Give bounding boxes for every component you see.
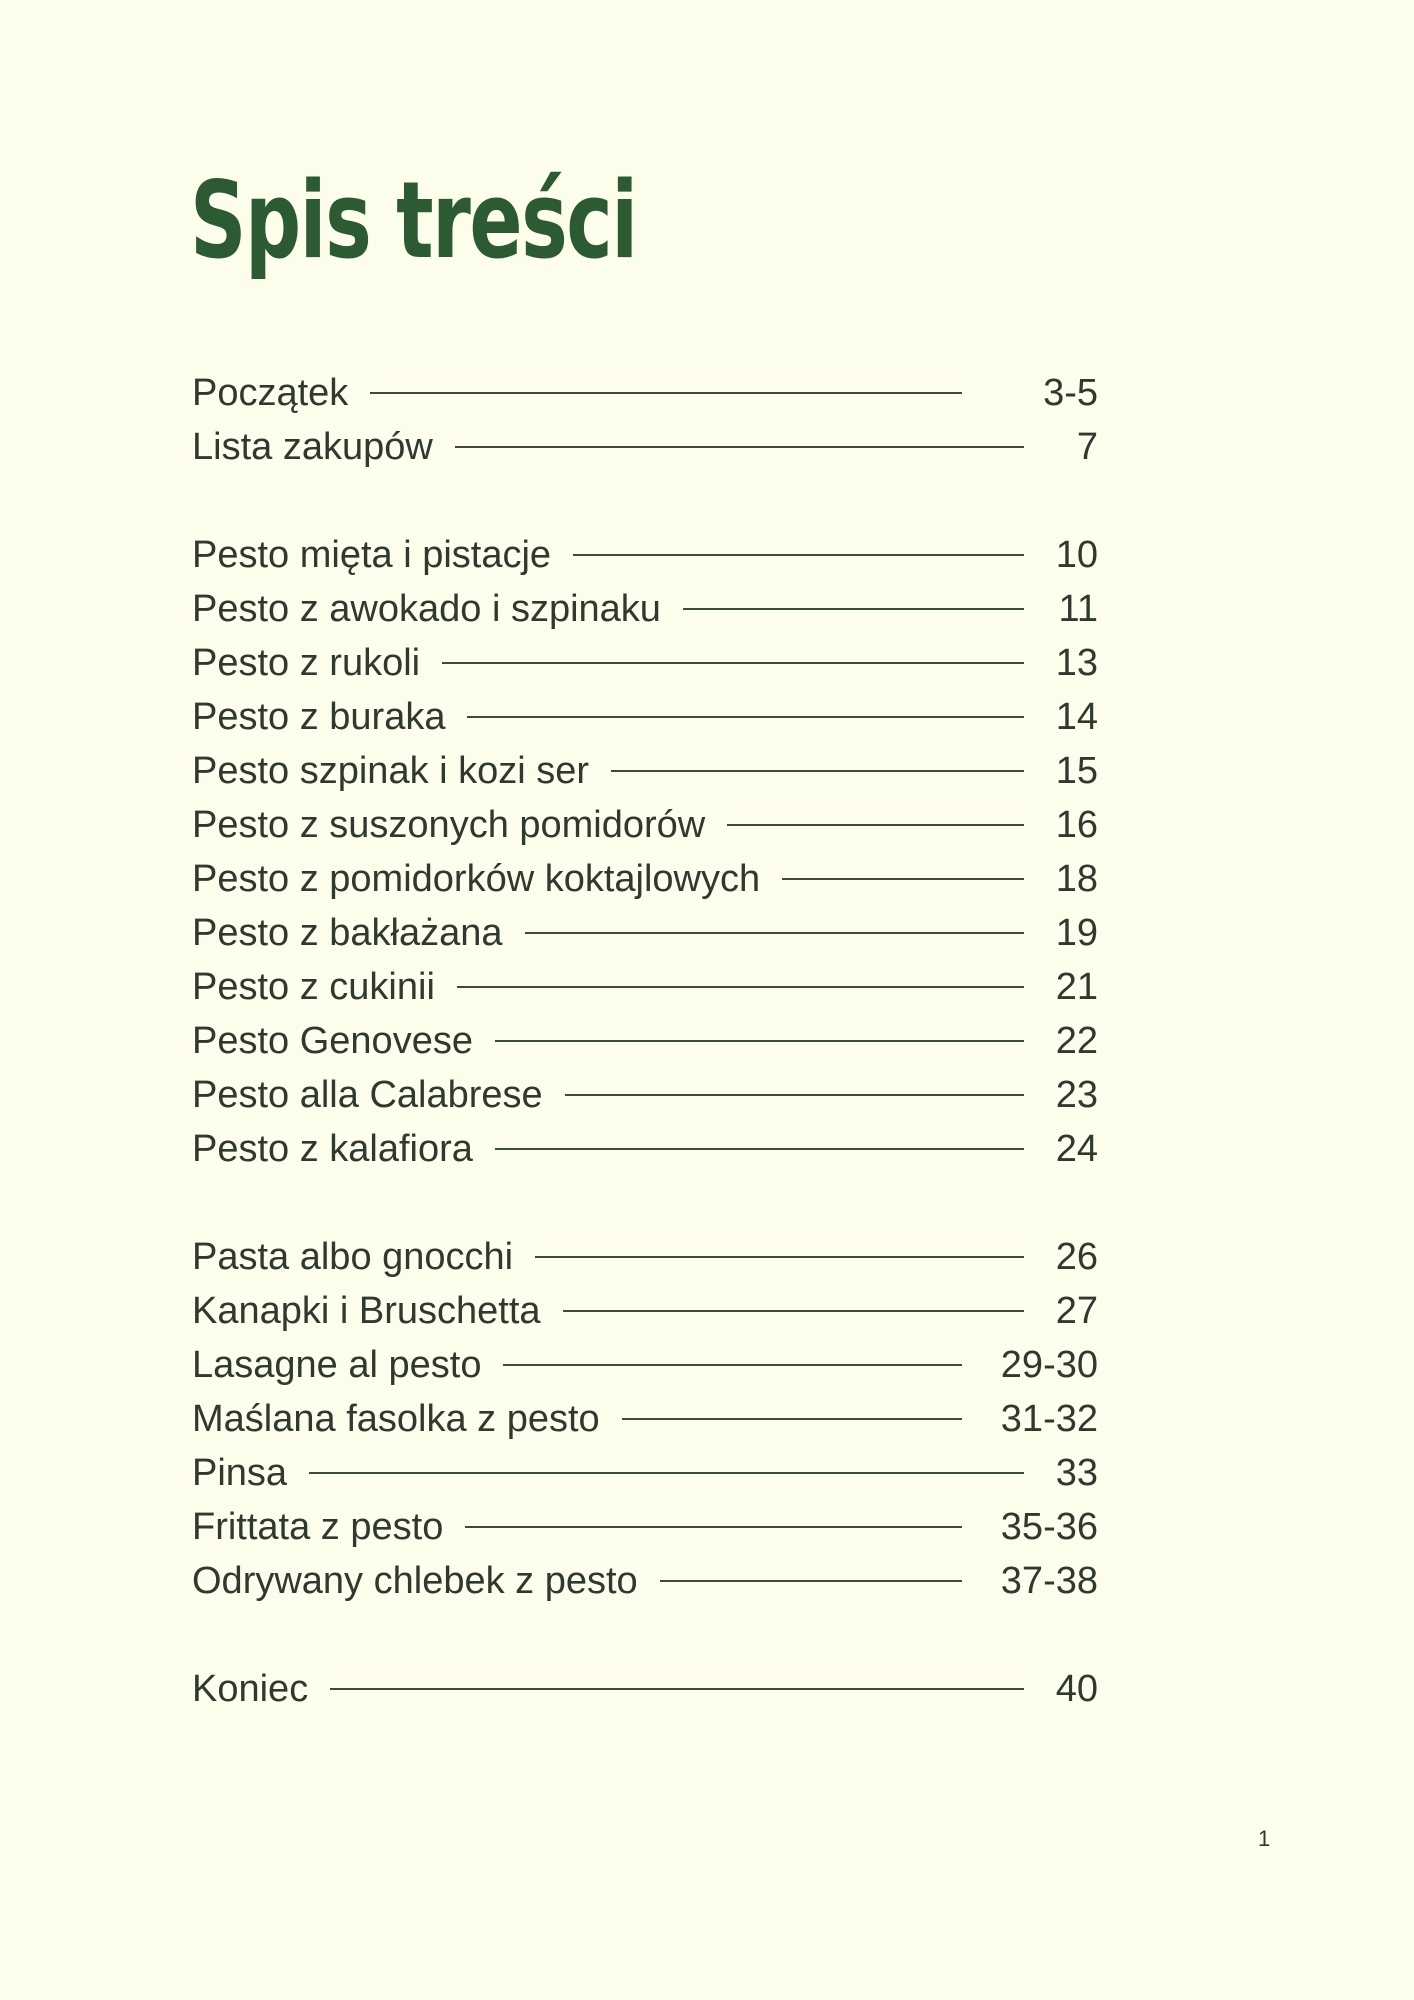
toc-entry-page: 16 <box>1055 803 1098 846</box>
toc-entry[interactable] <box>192 1284 1098 1338</box>
toc-entry-page: 18 <box>1055 857 1098 900</box>
toc-entry[interactable] <box>192 1068 1098 1122</box>
toc-leader-line <box>465 1526 962 1528</box>
toc-entry-page: 10 <box>1055 533 1098 576</box>
toc-entry-label: Pinsa <box>192 1451 288 1494</box>
toc-entry-page: 26 <box>1055 1235 1098 1278</box>
toc-entry-label: Kanapki i Bruschetta <box>192 1289 541 1332</box>
toc-entry-label: Pesto z awokado i szpinaku <box>192 587 661 630</box>
toc-entry-label: Pesto z bakłażana <box>192 911 503 954</box>
toc-entry[interactable] <box>192 366 1098 420</box>
toc-entry-label: Pesto alla Calabrese <box>192 1073 543 1116</box>
toc-leader-line <box>622 1418 962 1420</box>
toc-entry-label: Pesto szpinak i kozi ser <box>192 749 590 792</box>
toc-entry-page: 15 <box>1055 749 1098 792</box>
toc-leader-line <box>525 932 1024 934</box>
toc-entry[interactable] <box>192 690 1098 744</box>
toc-leader-line <box>455 446 1024 448</box>
toc-entry-label: Pesto z buraka <box>192 695 446 738</box>
toc-leader-line <box>309 1472 1024 1474</box>
toc-leader-line <box>563 1310 1024 1312</box>
toc-leader-line <box>457 986 1024 988</box>
toc-entry-label: Koniec <box>192 1667 309 1710</box>
toc-entry-label: Pasta albo gnocchi <box>192 1235 514 1278</box>
toc-entry-page: 19 <box>1055 911 1098 954</box>
toc-entry[interactable] <box>192 1554 1098 1608</box>
toc-entry-page: 33 <box>1055 1451 1098 1494</box>
toc-leader-line <box>503 1364 962 1366</box>
toc-entry-page: 37-38 <box>1000 1559 1098 1602</box>
toc-entry[interactable] <box>192 1338 1098 1392</box>
toc-leader-line <box>370 392 962 394</box>
toc-entry[interactable] <box>192 798 1098 852</box>
toc-leader-line <box>573 554 1024 556</box>
toc-entry-page: 22 <box>1055 1019 1098 1062</box>
toc-entry-label: Pesto z suszonych pomidorów <box>192 803 706 846</box>
toc-entry[interactable] <box>192 1392 1098 1446</box>
toc-entry-page: 40 <box>1055 1667 1098 1710</box>
toc-entry-label: Odrywany chlebek z pesto <box>192 1559 638 1602</box>
toc-entry-page: 21 <box>1055 965 1098 1008</box>
toc-entry[interactable] <box>192 1014 1098 1068</box>
toc-leader-line <box>535 1256 1024 1258</box>
toc-entry[interactable] <box>192 1122 1098 1176</box>
toc-entry-label: Początek <box>192 371 349 414</box>
toc-leader-line <box>727 824 1024 826</box>
toc-leader-line <box>565 1094 1024 1096</box>
toc-group <box>192 1662 1098 1716</box>
toc-entry-label: Pesto z kalafiora <box>192 1127 473 1170</box>
toc-entry[interactable] <box>192 1662 1098 1716</box>
toc-entry-label: Pesto z pomidorków koktajlowych <box>192 857 761 900</box>
toc-entry[interactable] <box>192 744 1098 798</box>
page-title: Spis treści <box>190 159 637 282</box>
toc-entry-label: Pesto z rukoli <box>192 641 421 684</box>
toc-group <box>192 1230 1098 1608</box>
toc-entry-page: 23 <box>1055 1073 1098 1116</box>
toc-entry-label: Pesto mięta i pistacje <box>192 533 552 576</box>
toc-entry[interactable] <box>192 906 1098 960</box>
toc-entry[interactable] <box>192 1500 1098 1554</box>
toc-leader-line <box>495 1040 1024 1042</box>
toc-leader-line <box>782 878 1024 880</box>
toc-entry[interactable] <box>192 636 1098 690</box>
toc-entry-label: Pesto z cukinii <box>192 965 435 1008</box>
toc-leader-line <box>495 1148 1024 1150</box>
toc-entry-page: 13 <box>1055 641 1098 684</box>
toc-entry-label: Lasagne al pesto <box>192 1343 482 1386</box>
toc-entry-page: 29-30 <box>1000 1343 1098 1386</box>
toc-entry-page: 35-36 <box>1000 1505 1098 1548</box>
toc-entry-page: 14 <box>1055 695 1098 738</box>
toc-leader-line <box>442 662 1024 664</box>
toc-leader-line <box>611 770 1024 772</box>
toc-entry-label: Lista zakupów <box>192 425 433 468</box>
toc-entry[interactable] <box>192 852 1098 906</box>
toc-entry-page: 7 <box>1076 425 1098 468</box>
toc-leader-line <box>683 608 1024 610</box>
toc-group <box>192 366 1098 474</box>
toc-leader-line <box>330 1688 1024 1690</box>
toc-entry-page: 27 <box>1055 1289 1098 1332</box>
toc-entry-page: 24 <box>1055 1127 1098 1170</box>
toc-entry[interactable] <box>192 420 1098 474</box>
toc-group <box>192 528 1098 1176</box>
toc-entry-label: Maślana fasolka z pesto <box>192 1397 600 1440</box>
toc-entry-label: Pesto Genovese <box>192 1019 473 1062</box>
page-number: 1 <box>1258 1826 1271 1851</box>
toc-entry[interactable] <box>192 1230 1098 1284</box>
toc-entry-page: 31-32 <box>1000 1397 1098 1440</box>
toc-leader-line <box>467 716 1024 718</box>
table-of-contents <box>192 366 1098 1770</box>
toc-entry[interactable] <box>192 528 1098 582</box>
toc-leader-line <box>660 1580 962 1582</box>
toc-entry-label: Frittata z pesto <box>192 1505 444 1548</box>
toc-entry[interactable] <box>192 582 1098 636</box>
toc-entry-page: 11 <box>1058 587 1098 630</box>
toc-entry[interactable] <box>192 960 1098 1014</box>
toc-entry[interactable] <box>192 1446 1098 1500</box>
toc-entry-page: 3-5 <box>1043 371 1098 414</box>
